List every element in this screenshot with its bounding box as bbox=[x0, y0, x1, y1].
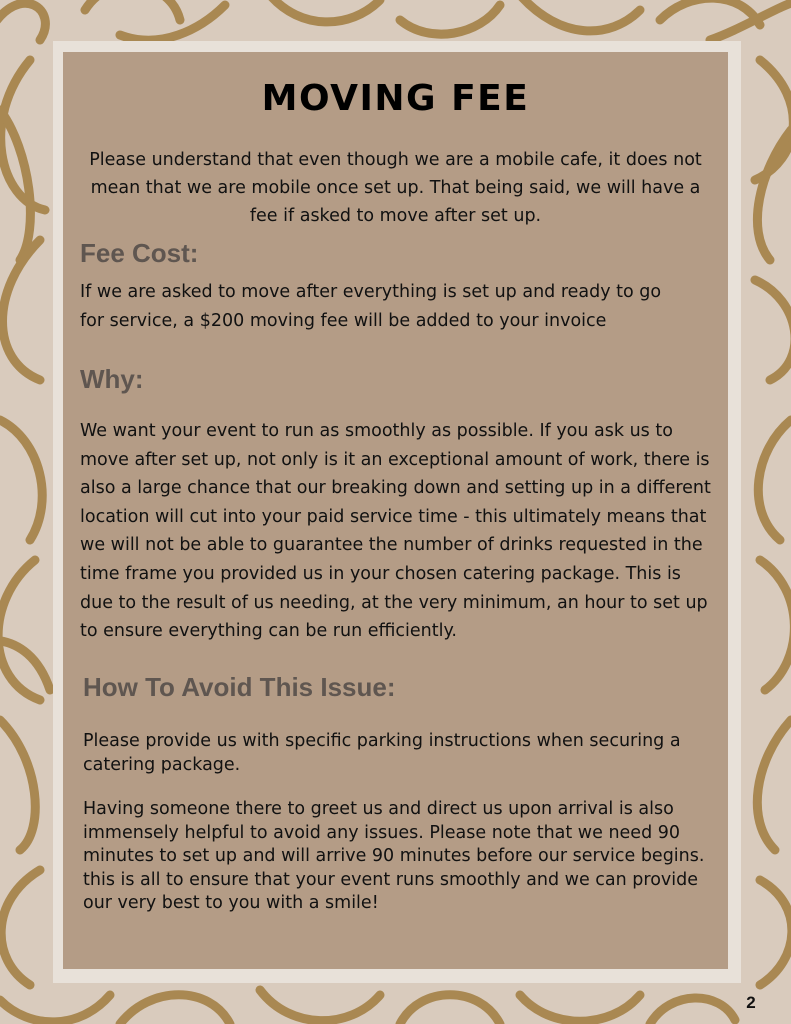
page-number: 2 bbox=[746, 993, 756, 1012]
intro-paragraph: Please understand that even though we are a mobile cafe, it does not mean that we are mobile once set up. That being said, we will have a fee if asked to move after set up. bbox=[89, 150, 702, 226]
fee-cost-text: If we are asked to move after everything is set up and ready to go for service, a $200 moving fee will be added to your invoice bbox=[80, 282, 662, 331]
why-text: We want your event to run as smoothly as possible. If you ask us to move after set up, not only is it an exceptional amount of work, there is also a large chance that our breaking down and setting up in a different location will cut into your paid service time - this ultimately means that we will not be able to guarantee the number of drinks requested in the time frame you provided us in your chosen catering package. This is due to the result of us needing, at the very minimum, an hour to set up to ensure everything can be run efficiently. bbox=[80, 421, 711, 642]
parking-instructions-text: Please provide us with specific parking instructions when securing a catering package. bbox=[83, 731, 681, 775]
content-panel bbox=[63, 52, 728, 969]
fee-cost-heading: Fee Cost: bbox=[80, 238, 199, 268]
avoid-issue-heading: How To Avoid This Issue: bbox=[83, 672, 396, 702]
page-title: MOVING FEE bbox=[261, 78, 530, 119]
why-heading: Why: bbox=[80, 364, 144, 394]
greeting-arrival-text: Having someone there to greet us and direct us upon arrival is also immensely helpful to avoid any issues. Please note that we need 90 minutes to set up and will arrive 90 minutes before our service begins. this is all to ensure that your event runs smoothly and we can provide our very best to you with a smile! bbox=[83, 799, 705, 913]
